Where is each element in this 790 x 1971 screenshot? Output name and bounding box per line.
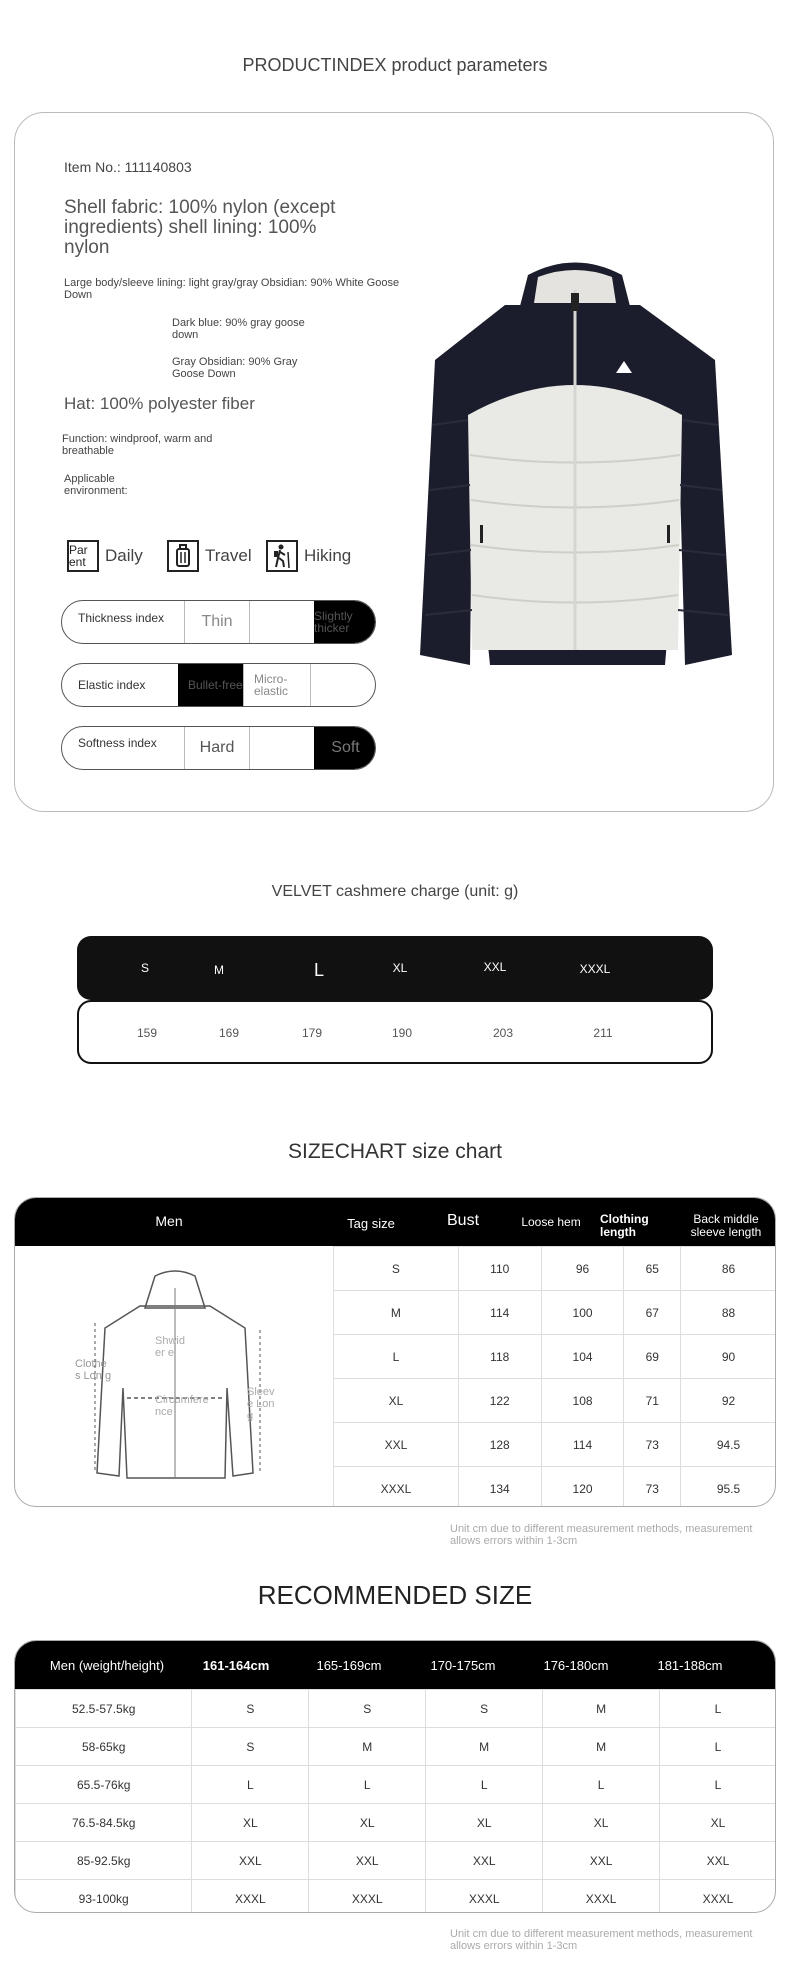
- size: M: [309, 1728, 426, 1766]
- weight: 52.5-57.5kg: [16, 1690, 192, 1728]
- rec-header-176: 176-180cm: [543, 1658, 609, 1673]
- size: XXL: [543, 1842, 660, 1880]
- size: XL: [543, 1804, 660, 1842]
- velvet-values-row: [77, 1000, 713, 1064]
- tag-size: XXXL: [334, 1467, 459, 1508]
- weight: 65.5-76kg: [16, 1766, 192, 1804]
- elastic-blank: [310, 664, 376, 706]
- softness-mid: [249, 727, 314, 769]
- size: XXXL: [660, 1880, 776, 1914]
- size: XL: [309, 1804, 426, 1842]
- luggage-icon: [167, 540, 199, 572]
- header-clothing-length: Clothing length: [600, 1212, 649, 1239]
- size: XXXL: [192, 1880, 309, 1914]
- size-chart-header: [15, 1198, 775, 1246]
- loose-hem: 108: [541, 1379, 624, 1423]
- diagram-clothes-long: Clothe s Lon g: [75, 1358, 112, 1382]
- loose-hem: 100: [541, 1291, 624, 1335]
- recommended-header: [15, 1641, 775, 1689]
- size: XXXL: [309, 1880, 426, 1914]
- scene-travel: [167, 540, 252, 572]
- diagram-shoulder: Shwid er e: [155, 1335, 185, 1359]
- hiker-icon: [266, 540, 298, 572]
- rec-header-men: Men (weight/height): [49, 1658, 165, 1673]
- size: L: [543, 1766, 660, 1804]
- tag-size: XXL: [334, 1423, 459, 1467]
- weight: 76.5-84.5kg: [16, 1804, 192, 1842]
- function: Function: windproof, warm and breathable: [62, 433, 213, 457]
- rec-header-181: 181-188cm: [657, 1658, 723, 1673]
- section-title-sizechart: SIZECHART size chart: [288, 1140, 502, 1163]
- tag-size: XL: [334, 1379, 459, 1423]
- sleeve-length: 92: [681, 1379, 776, 1423]
- lining-dark-blue: Dark blue: 90% gray goose down: [172, 317, 305, 341]
- tag-size: M: [334, 1291, 459, 1335]
- sleeve-length: 94.5: [681, 1423, 776, 1467]
- velvet-size-xl: XL: [392, 961, 408, 975]
- velvet-value-xxxl: 211: [593, 1026, 613, 1040]
- lining-gray-obsidian: Gray Obsidian: 90% Gray Goose Down: [172, 356, 298, 380]
- sleeve-length: 90: [681, 1335, 776, 1379]
- size: L: [660, 1690, 776, 1728]
- scene-hiking: [266, 540, 351, 572]
- velvet-size-header: [77, 936, 713, 1000]
- recommended-size-chart: [14, 1640, 776, 1913]
- softness-index: [61, 726, 376, 770]
- clothing-length: 73: [624, 1423, 681, 1467]
- thickness-slightly-thicker: Slightly thicker: [314, 601, 376, 643]
- size: L: [426, 1766, 543, 1804]
- elastic-micro: Micro-elastic: [243, 664, 310, 706]
- size: XXXL: [426, 1880, 543, 1914]
- header-tag-size: Tag size: [347, 1216, 395, 1231]
- bust: 134: [458, 1467, 541, 1508]
- weight: 85-92.5kg: [16, 1842, 192, 1880]
- jacket-measurement-diagram: [75, 1268, 275, 1498]
- scene-hiking-label: Hiking: [304, 546, 352, 565]
- size: XXXL: [543, 1880, 660, 1914]
- loose-hem: 120: [541, 1467, 624, 1508]
- bust: 128: [458, 1423, 541, 1467]
- softness-hard: Hard: [184, 727, 249, 769]
- size: L: [660, 1766, 776, 1804]
- section-title-recommended: RECOMMENDED SIZE: [257, 1580, 533, 1610]
- loose-hem: 104: [541, 1335, 624, 1379]
- clothing-length: 71: [624, 1379, 681, 1423]
- elastic-label: Elastic index: [78, 678, 146, 692]
- size-chart-table: [333, 1246, 776, 1507]
- elastic-index: [61, 663, 376, 707]
- item-number: Item No.: 111140803: [64, 159, 192, 175]
- velvet-value-s: 159: [136, 1026, 158, 1040]
- velvet-size-xxl: XXL: [483, 960, 507, 974]
- table-row: [16, 1804, 777, 1842]
- velvet-value-l: 179: [301, 1026, 323, 1040]
- header-sleeve-length: Back middle sleeve length: [690, 1212, 762, 1239]
- table-row: [16, 1690, 777, 1728]
- sleeve-length: 86: [681, 1247, 776, 1291]
- table-row: [334, 1467, 777, 1508]
- header-bust: Bust: [446, 1212, 480, 1229]
- size: S: [309, 1690, 426, 1728]
- size: L: [192, 1766, 309, 1804]
- clothing-length: 73: [624, 1467, 681, 1508]
- size: M: [426, 1728, 543, 1766]
- section-title-parameters: PRODUCTINDEX product parameters: [242, 55, 548, 75]
- table-row: [334, 1291, 777, 1335]
- header-men: Men: [155, 1213, 183, 1229]
- bust: 118: [458, 1335, 541, 1379]
- sleeve-length: 95.5: [681, 1467, 776, 1508]
- scene-travel-label: Travel: [205, 546, 252, 565]
- elastic-bullet-free: Bullet-free: [178, 664, 243, 706]
- clothing-length: 65: [624, 1247, 681, 1291]
- tag-size: S: [334, 1247, 459, 1291]
- size: S: [426, 1690, 543, 1728]
- velvet-value-xl: 190: [391, 1026, 413, 1040]
- lining-large: Large body/sleeve lining: light gray/gray Obsidian: 90% White Goose Down: [64, 277, 400, 301]
- bust: 122: [458, 1379, 541, 1423]
- table-row: [334, 1379, 777, 1423]
- velvet-size-m: M: [214, 963, 224, 977]
- thickness-mid: [249, 601, 314, 643]
- scene-daily-label: Daily: [105, 546, 143, 565]
- size: XL: [192, 1804, 309, 1842]
- size: XL: [660, 1804, 776, 1842]
- velvet-value-xxl: 203: [492, 1026, 514, 1040]
- size: M: [543, 1728, 660, 1766]
- recommended-note: Unit cm due to different measurement methods, measurement allows errors within 1-3cm: [450, 1928, 753, 1952]
- tag-size: L: [334, 1335, 459, 1379]
- weight: 58-65kg: [16, 1728, 192, 1766]
- loose-hem: 114: [541, 1423, 624, 1467]
- size: L: [309, 1766, 426, 1804]
- environment: Applicable environment:: [64, 473, 128, 497]
- size: S: [192, 1728, 309, 1766]
- thickness-thin: Thin: [184, 601, 249, 643]
- sleeve-length: 88: [681, 1291, 776, 1335]
- size: XXL: [309, 1842, 426, 1880]
- velvet-size-s: S: [140, 961, 150, 975]
- thickness-label: Thickness index: [78, 611, 165, 625]
- rec-header-170: 170-175cm: [430, 1658, 496, 1673]
- scene-daily: [67, 540, 143, 572]
- parent-icon: Par ent: [67, 540, 99, 572]
- size: L: [660, 1728, 776, 1766]
- jacket-image: [410, 255, 745, 675]
- recommended-table: [15, 1689, 776, 1913]
- shell-fabric: Shell fabric: 100% nylon (except ingredients) shell lining: 100% nylon: [64, 197, 336, 258]
- table-row: [16, 1728, 777, 1766]
- table-row: [16, 1842, 777, 1880]
- hat-material: Hat: 100% polyester fiber: [64, 394, 255, 413]
- softness-soft: Soft: [314, 727, 376, 769]
- diagram-circumference: Circumfere nce: [155, 1394, 209, 1418]
- clothing-length: 69: [624, 1335, 681, 1379]
- bust: 110: [458, 1247, 541, 1291]
- size: XXL: [426, 1842, 543, 1880]
- loose-hem: 96: [541, 1247, 624, 1291]
- bust: 114: [458, 1291, 541, 1335]
- rec-header-161: 161-164cm: [202, 1658, 270, 1673]
- size-chart-note: Unit cm due to different measurement methods, measurement allows errors within 1-3cm: [450, 1523, 753, 1547]
- size: XXL: [192, 1842, 309, 1880]
- size: S: [192, 1690, 309, 1728]
- table-row: [334, 1423, 777, 1467]
- velvet-value-m: 169: [218, 1026, 240, 1040]
- size: XL: [426, 1804, 543, 1842]
- weight: 93-100kg: [16, 1880, 192, 1914]
- table-row: [334, 1247, 777, 1291]
- size-chart: [14, 1197, 776, 1507]
- thickness-index: [61, 600, 376, 644]
- table-row: [16, 1880, 777, 1914]
- size: XXL: [660, 1842, 776, 1880]
- table-row: [16, 1766, 777, 1804]
- clothing-length: 67: [624, 1291, 681, 1335]
- velvet-size-xxxl: XXXL: [579, 962, 611, 976]
- softness-label: Softness index: [78, 736, 157, 750]
- table-row: [334, 1335, 777, 1379]
- rec-header-165: 165-169cm: [316, 1658, 382, 1673]
- header-loose-hem: Loose hem: [521, 1215, 581, 1229]
- velvet-size-l: L: [313, 960, 325, 980]
- size: M: [543, 1690, 660, 1728]
- section-title-velvet: VELVET cashmere charge (unit: g): [271, 883, 519, 900]
- diagram-sleeve-long: Sleev e Lon g: [247, 1386, 275, 1422]
